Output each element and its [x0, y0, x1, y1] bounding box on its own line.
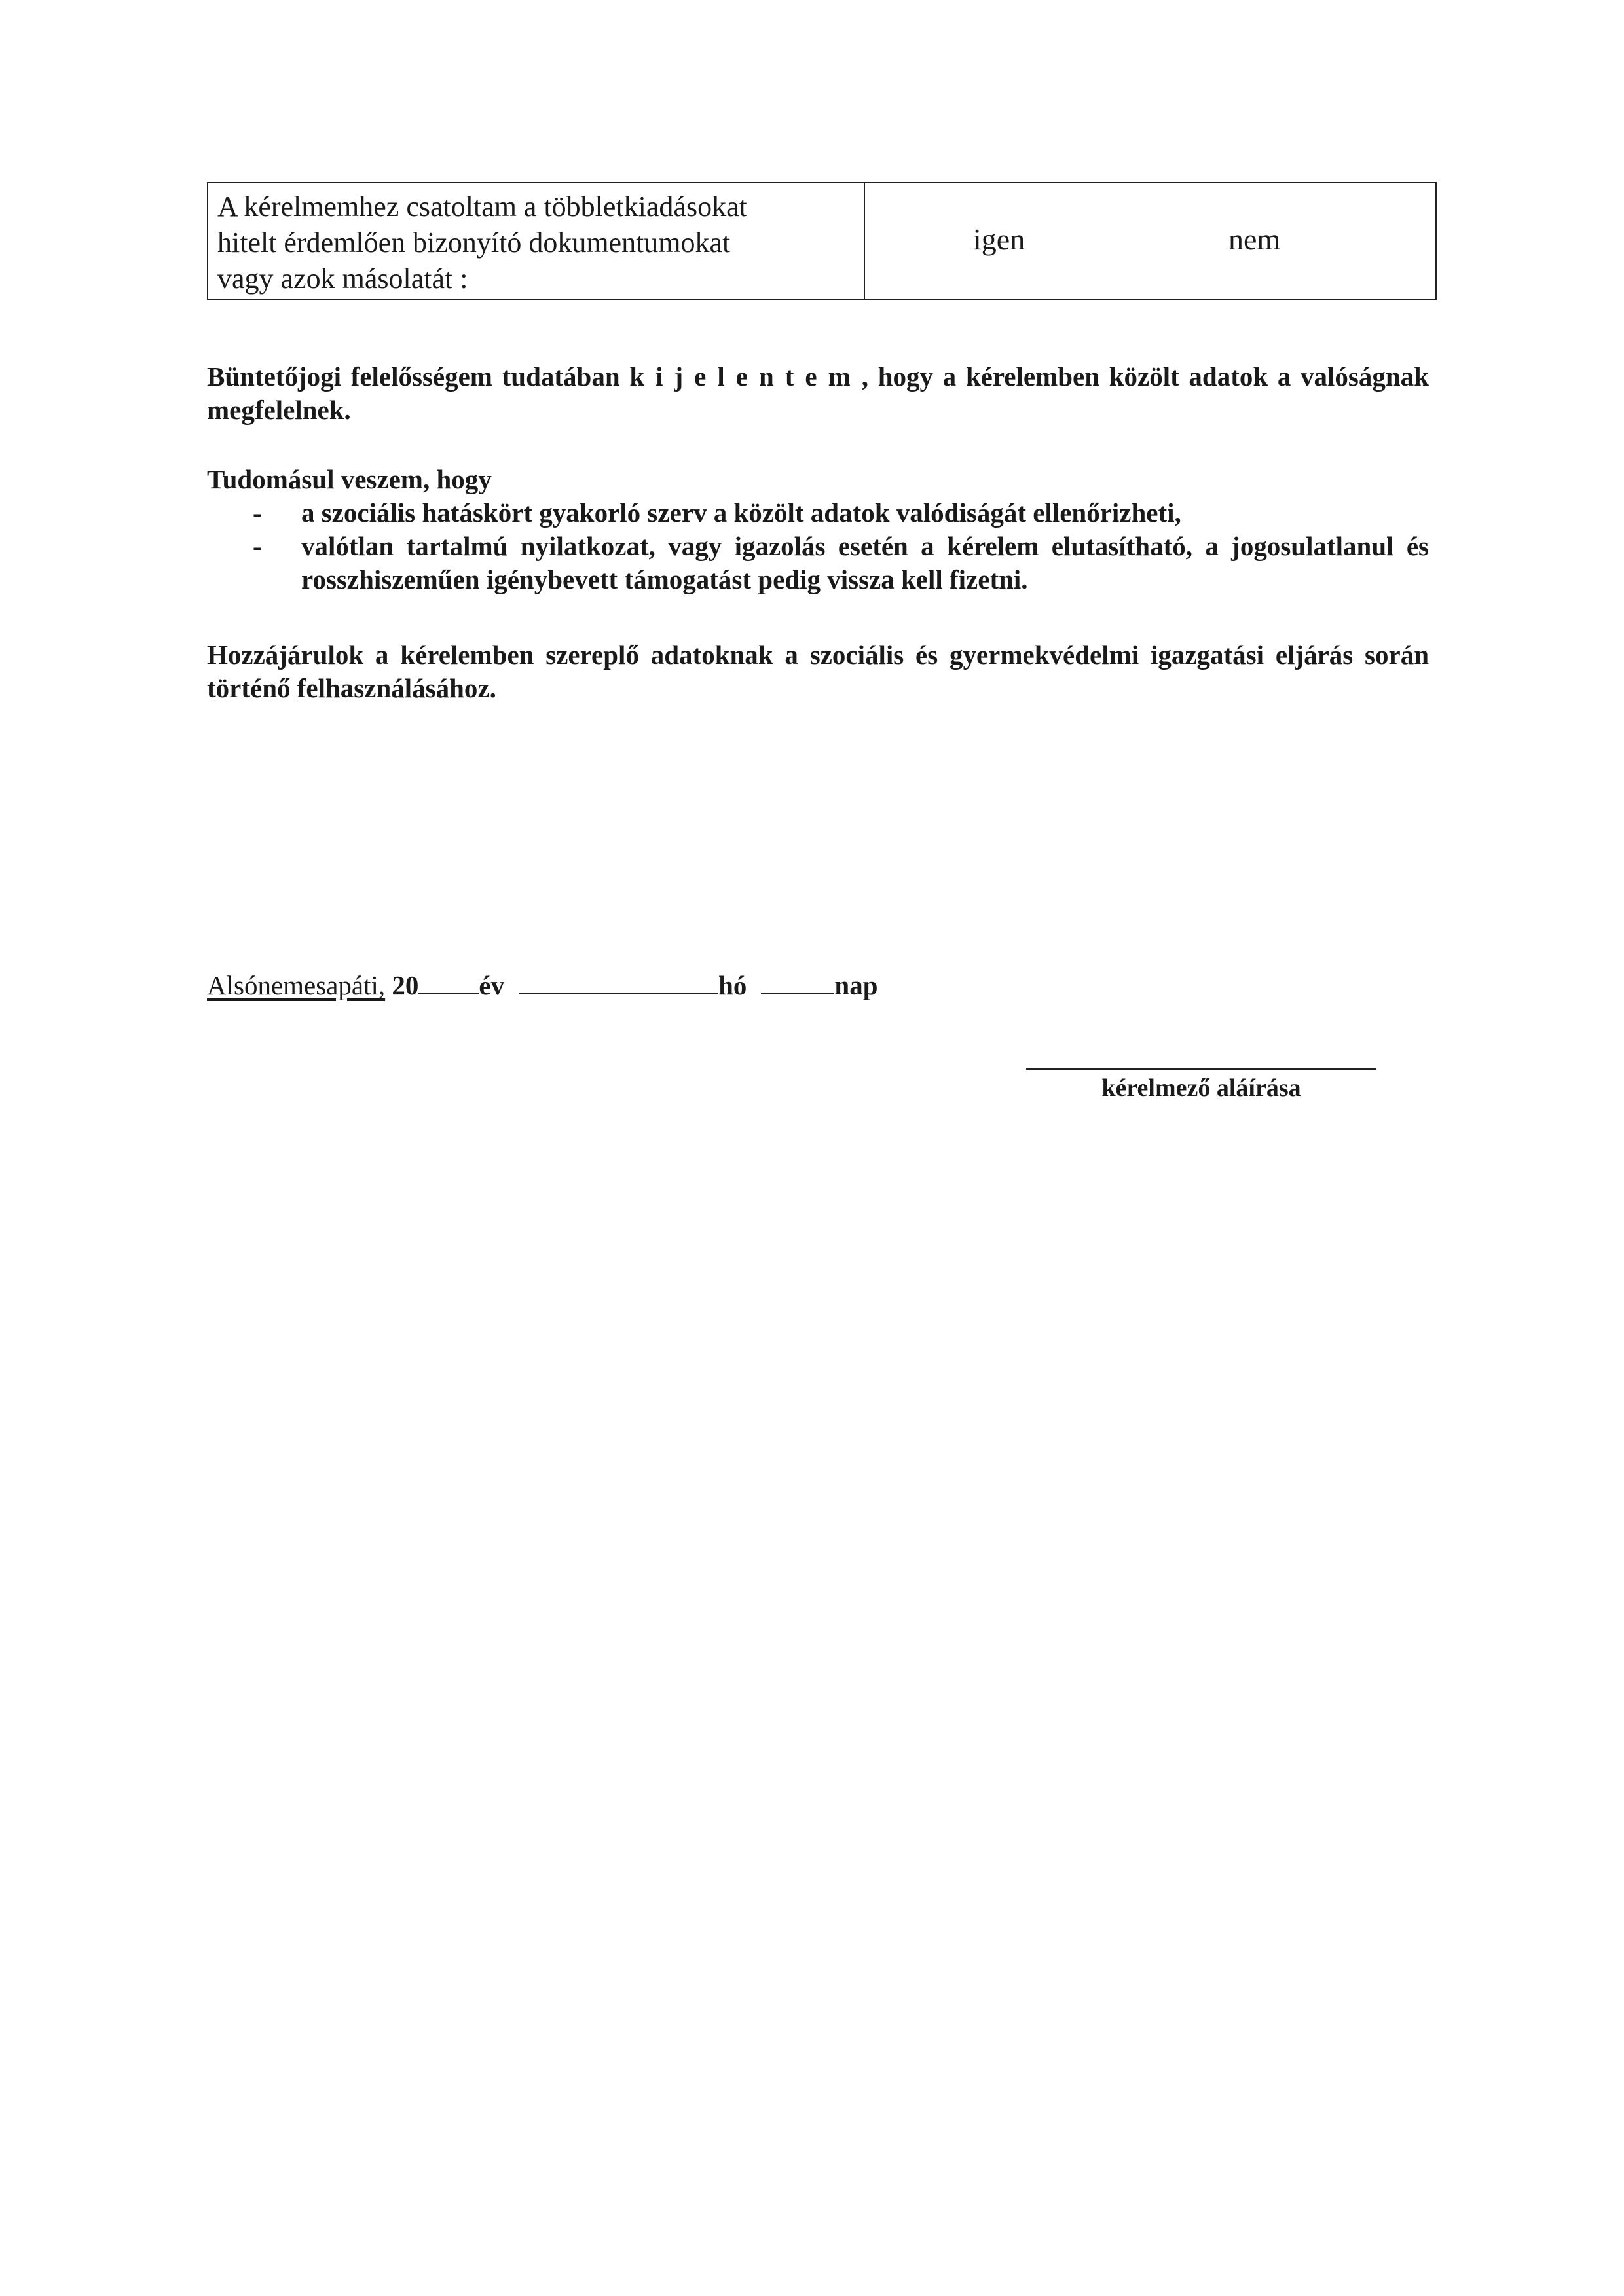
attachment-table — [207, 182, 1437, 300]
acknowledgement-section — [207, 463, 1429, 596]
declaration-text-start: Büntetőjogi felelősségem tudatában — [207, 361, 630, 392]
year-prefix: 20 — [392, 970, 419, 1000]
year-blank-field[interactable] — [418, 971, 479, 994]
day-label: nap — [834, 970, 878, 1000]
list-item — [207, 496, 1429, 530]
month-blank-field[interactable] — [519, 971, 718, 994]
bullet-dash: - — [253, 531, 262, 561]
declaration-spaced-word: kijelentem — [629, 361, 862, 392]
answer-no-option[interactable]: nem — [1228, 223, 1281, 256]
attachment-answer-cell[interactable] — [865, 183, 1435, 299]
acknowledgement-heading: Tudomásul veszem, hogy — [207, 464, 492, 494]
month-label: hó — [718, 970, 747, 1000]
declaration-text-end: , hogy a kérelemben közölt adatok a valóságnak megfelelnek. — [207, 361, 1429, 425]
signature-label: kérelmező aláírása — [1101, 1074, 1301, 1102]
acknowledgement-list — [207, 496, 1429, 596]
answer-yes-option[interactable]: igen — [973, 223, 1025, 256]
consent-paragraph: Hozzájárulok a kérelemben szereplő adatoknak a szociális és gyermekvédelmi igazgatási eljárás során történő felhasználásához. — [207, 640, 1429, 703]
date-line — [207, 969, 878, 1002]
day-blank-field[interactable] — [761, 971, 834, 994]
place-name: Alsónemesapáti, — [207, 970, 386, 1000]
year-label: év — [479, 970, 505, 1000]
bullet-dash: - — [253, 498, 262, 528]
list-item-text: a szociális hatáskört gyakorló szerv a közölt adatok valódiságát ellenőrizheti, — [301, 498, 1181, 528]
list-item — [207, 530, 1429, 596]
signature-line[interactable] — [1026, 1068, 1376, 1070]
liability-declaration — [207, 360, 1429, 427]
attachment-question: A kérelmemhez csatoltam a többletkiadásokat hitelt érdemlően bizonyító dokumentumokat vagy azok másolatát : — [208, 183, 865, 299]
list-item-text: valótlan tartalmú nyilatkozat, vagy igazolás esetén a kérelem elutasítható, a jogosulatlanul és rosszhiszeműen igénybevett támogatást pedig vissza kell fizetni. — [301, 531, 1429, 594]
